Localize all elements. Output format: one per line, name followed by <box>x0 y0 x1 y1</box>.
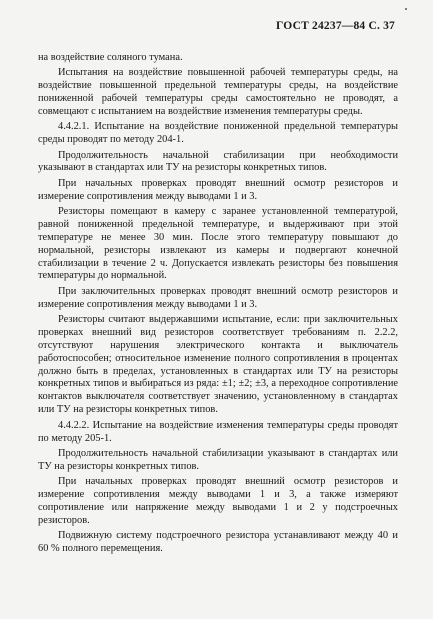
paragraph: Продолжительность начальной стабилизации указывают в стандартах или ТУ на резисторы конкретных типов. <box>38 447 398 472</box>
paragraph: Испытания на воздействие повышенной рабочей температуры среды, на воздействие повышенной предельной температуры среды, на воздействие пониженной рабочей температуры среды самостоятельно не проводят, а совмещают с испытанием на воздействие изменения температуры среды. <box>38 67 398 118</box>
paragraph: Подвижную систему подстроечного резистора устанавливают между 40 и 60 % полного перемещения. <box>38 530 398 554</box>
paragraph: При заключительных проверках проводят внешний осмотр резисторов и измерение сопротивления между выводами 1 и 3. <box>38 285 398 310</box>
paragraph: Продолжительность начальной стабилизации при необходимости указывают в стандартах или ТУ на резисторы конкретных типов. <box>38 149 398 174</box>
scan-speck <box>405 8 407 10</box>
paragraph: Резисторы помещают в камеру с заранее установленной температурой, равной пониженной предельной температуре, и выдерживают при этой температуре не менее 30 мин. После этого температуру повышают до нормальной, резисторы извлекают из камеры и подвергают конечной стабилизации в течение 2 ч. Допускается извлекать резисторы без повышения температуры до нормальной. <box>38 205 398 282</box>
paragraph: 4.4.2.1. Испытание на воздействие пониженной предельной температуры среды проводят по методу 204-1. <box>38 121 398 146</box>
paragraph: на воздействие соляного тумана. <box>38 52 183 63</box>
paragraph: Резисторы считают выдержавшими испытание, если: при заключительных проверках внешний вид резисторов соответствует требованиям п. 2.2.2, отсутствуют нарушения электрического контакта и выключатель работоспособен; относительное изменение полного сопротивления в процентах должно быть в пределах, установленных в стандартах или ТУ на резисторы конкретных типов и выбираться из ряда: ±1; ±2; ±3, а переходное сопротивление контактов выключателя соответствует значению, установленному в стандартах или ТУ на резисторы конкретных типов. <box>38 313 398 416</box>
running-header: ГОСТ 24237—84 С. 37 <box>276 20 395 32</box>
body-text <box>38 52 398 558</box>
paragraph: При начальных проверках проводят внешний осмотр резисторов и измерение сопротивления между выводами 1 и 3. <box>38 177 398 202</box>
paragraph: 4.4.2.2. Испытание на воздействие изменения температуры среды проводят по методу 205-1. <box>38 419 398 444</box>
paragraph: При начальных проверках проводят внешний осмотр резисторов и измерение сопротивления между выводами 1 и 3, а также измеряют сопротивление или напряжение между выводами 1 и 2 у подстроечных резисторов. <box>38 476 398 526</box>
